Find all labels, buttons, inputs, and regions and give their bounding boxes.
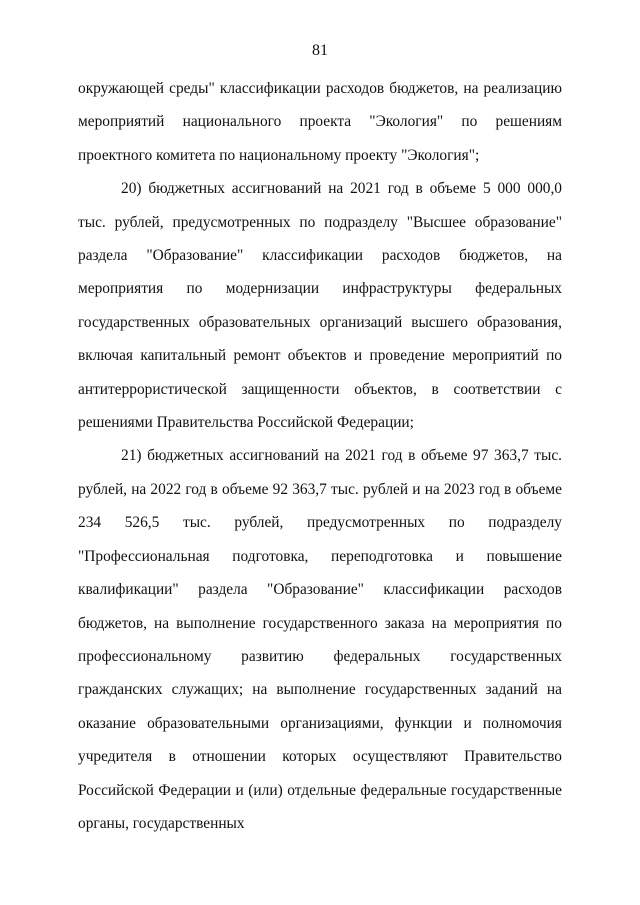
paragraph-continuation: окружающей среды" классификации расходов бюджетов, на реализацию мероприятий национального проекта "Экология" по решениям проектного комитета по национальному проекту "Экология";: [78, 80, 562, 164]
document-body: [78, 72, 562, 840]
paragraph-item-21: 21) бюджетных ассигнований на 2021 год в объеме 97 363,7 тыс. рублей, на 2022 год в объеме 92 363,7 тыс. рублей и на 2023 год в объеме 234 526,5 тыс. рублей, предусмотренных по подразделу "Профессиональная подготовка, переподготовка и повышение квалификации" раздела "Образование" классификации расходов бюджетов, на выполнение государственного заказа на мероприятия по профессиональному развитию федеральных государственных гражданских служащих; на выполнение государственных заданий на оказание образовательными организациями, функции и полномочия учредителя в отношении которых осуществляют Правительство Российской Федерации и (или) отдельные федеральные государственные органы, государственных: [78, 447, 562, 832]
paragraph-item-20: 20) бюджетных ассигнований на 2021 год в объеме 5 000 000,0 тыс. рублей, предусмотренных по подразделу "Высшее образование" раздела "Образование" классификации расходов бюджетов, на мероприятия по модернизации инфраструктуры федеральных государственных образовательных организаций высшего образования, включая капитальный ремонт объектов и проведение мероприятий по антитеррористической защищенности объектов, в соответствии с решениями Правительства Российской Федерации;: [78, 180, 562, 432]
page-number: 81: [312, 42, 328, 59]
